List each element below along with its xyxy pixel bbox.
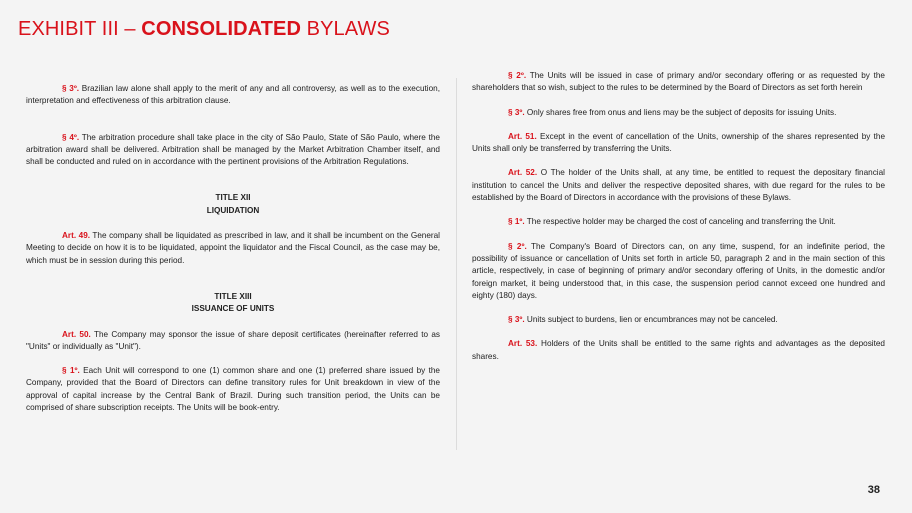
paragraph-ref: § 4º. bbox=[62, 132, 80, 142]
paragraph-text: The company shall be liquidated as prescribed in law, and it shall be incumbent on the General Meeting to decide on how it is to be liquidated, appoint the liquidator and the Fiscal Council, as the case may be, which must be in session during this period. bbox=[26, 231, 440, 265]
paragraph bbox=[472, 167, 885, 204]
paragraph bbox=[472, 70, 885, 95]
paragraph bbox=[472, 338, 885, 363]
paragraph-ref: Art. 52. bbox=[508, 168, 538, 178]
paragraph-ref: § 2º. bbox=[508, 241, 527, 251]
paragraph-ref: § 3º. bbox=[62, 84, 80, 93]
paragraph-ref: § 1º. bbox=[508, 217, 525, 227]
page-title bbox=[18, 18, 390, 41]
left-column bbox=[26, 83, 440, 426]
paragraph-text: Units subject to burdens, lien or encumbrances may not be canceled. bbox=[524, 315, 778, 325]
paragraph bbox=[26, 230, 440, 267]
paragraph-ref: § 2º. bbox=[508, 71, 527, 80]
paragraph bbox=[472, 241, 885, 302]
column-divider bbox=[456, 78, 457, 450]
title-name: ISSUANCE OF UNITS bbox=[191, 304, 275, 314]
paragraph-ref: § 1º. bbox=[62, 366, 80, 376]
right-column bbox=[472, 70, 885, 375]
title-suffix: BYLAWS bbox=[301, 18, 390, 40]
paragraph-ref: Art. 51. bbox=[508, 131, 537, 141]
title-name: LIQUIDATION bbox=[206, 205, 260, 215]
paragraph bbox=[26, 329, 440, 354]
paragraph bbox=[26, 132, 440, 169]
page-number: 38 bbox=[867, 484, 880, 496]
paragraph bbox=[472, 314, 885, 326]
paragraph bbox=[26, 365, 440, 414]
title-bold: CONSOLIDATED bbox=[141, 18, 302, 40]
title-number: TITLE XII bbox=[215, 193, 251, 203]
paragraph-text: The respective holder may be charged the cost of canceling and transferring the Unit. bbox=[524, 217, 836, 227]
paragraph-text: The Company may sponsor the issue of share deposit certificates (hereinafter referred to as "Units" or individually as "Unit"). bbox=[26, 329, 440, 351]
paragraph-ref: Art. 53. bbox=[508, 339, 538, 349]
paragraph-text: O The holder of the Units shall, at any time, be entitled to request the depositary financial institution to cancel the Units and deliver the respective deposited shares, with due regard for the rules to be established by the Board of Directors in accordance with the provisions of these Bylaws. bbox=[472, 168, 885, 203]
paragraph-text: The arbitration procedure shall take place in the city of São Paulo, State of São Paulo, where the arbitration award shall be delivered. Arbitration shall be managed by the Market Arbitration Chamber itself, and shall be conducted and ruled on in accordance with the pertinent provisions of the Arbitration Regulations. bbox=[26, 132, 440, 167]
paragraph-text: Each Unit will correspond to one (1) common share and one (1) preferred share issued by the Company, provided that the Board of Directors can define transitory rules for Unit breakdown in view of the approval of capital increase by the Central Bank of Brazil. During such transition period, the Units can be comprised of share subscription receipts. The Units will be book-entry. bbox=[26, 366, 440, 413]
paragraph-ref: § 3º. bbox=[508, 107, 525, 117]
paragraph-text: Holders of the Units shall be entitled to the same rights and advantages as the deposited shares. bbox=[472, 339, 885, 361]
paragraph bbox=[472, 131, 885, 156]
paragraph bbox=[472, 216, 885, 228]
paragraph-text: The Units will be issued in case of primary and/or secondary offering or as requested by the shareholders that so wish, subject to the rules to be determined by the Board of Directors as set forth herein bbox=[472, 71, 885, 93]
paragraph-ref: Art. 49. bbox=[62, 231, 91, 241]
title-prefix: EXHIBIT III – bbox=[18, 18, 142, 40]
paragraph-ref: § 3º. bbox=[508, 315, 525, 325]
paragraph-text: The Company's Board of Directors can, on any time, suspend, for an indefinite period, the possibility of issuance or cancellation of Units set forth in article 50, paragraph 2 and in the main section of this article, respectively, in case of beginning of primary and/or secondary offering of Units, in the domestic and/or foreign market, it being understood that, in this case, the suspension period cannot exceed one hundred and eighty (180) days. bbox=[472, 241, 885, 300]
paragraph bbox=[472, 107, 885, 119]
paragraph-text: Except in the event of cancellation of the Units, ownership of the shares represented by the Units shall only be transferred by transferring the Units. bbox=[472, 131, 885, 154]
paragraph-ref: Art. 50. bbox=[62, 329, 91, 339]
title-xii bbox=[26, 192, 440, 217]
paragraph-text: Brazilian law alone shall apply to the merit of any and all controversy, as well as to the execution, interpretation and effectiveness of this arbitration clause. bbox=[26, 84, 440, 106]
title-number: TITLE XIII bbox=[214, 291, 252, 301]
paragraph-text: Only shares free from onus and liens may be the subject of deposits for issuing Units. bbox=[524, 107, 837, 117]
title-xiii bbox=[26, 291, 440, 316]
paragraph bbox=[26, 83, 440, 108]
